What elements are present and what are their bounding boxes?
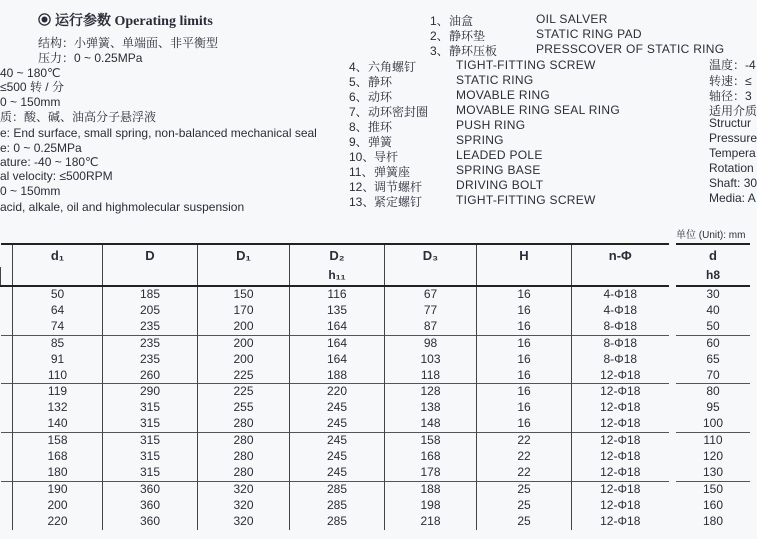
column-header: d₁ (13, 244, 103, 267)
spec-line: 0 ~ 150mm (0, 95, 61, 109)
spec-line: Tempera (709, 146, 756, 160)
table-cell: 118 (385, 368, 477, 384)
spec-line: 40 ~ 180℃ (0, 66, 61, 80)
row-lead-cell (1, 319, 13, 335)
column-header: D₃ (385, 244, 477, 267)
table-row (1, 352, 669, 368)
table-cell: 110 (676, 433, 750, 449)
table-cell: 103 (385, 352, 477, 368)
table-row (1, 335, 669, 351)
column-header: D₂ (290, 244, 385, 267)
table-cell: 50 (706, 318, 720, 333)
table-cell: 116 (290, 286, 385, 303)
table-cell: 16 (477, 368, 572, 384)
table-row (676, 449, 750, 465)
table-cell: 225 (198, 384, 290, 400)
row-lead-cell (1, 400, 13, 416)
table-row (1, 449, 669, 465)
table-cell: 190 (13, 481, 103, 497)
table-cell: 135 (290, 303, 385, 319)
table-cell: 12-Φ18 (572, 384, 669, 400)
table-cell: 85 (13, 335, 103, 351)
table-cell: 200 (198, 352, 290, 368)
table-body (676, 286, 750, 530)
table-cell: 12-Φ18 (572, 481, 669, 497)
table-cell: 12-Φ18 (572, 465, 669, 481)
table-subheader-row (1, 267, 669, 286)
table-cell: 87 (385, 319, 477, 335)
table-row (1, 286, 669, 303)
table-cell: 12-Φ18 (572, 433, 669, 449)
column-header: n-Φ (572, 244, 669, 267)
table-row (676, 416, 750, 432)
table-cell: 245 (290, 416, 385, 432)
table-cell: 12-Φ18 (572, 416, 669, 432)
table-cell: 188 (385, 481, 477, 497)
table-cell: 235 (103, 319, 198, 335)
table-cell: 188 (290, 368, 385, 384)
table-row (676, 498, 750, 514)
row-lead-cell (1, 498, 13, 514)
table-cell: 285 (290, 514, 385, 530)
spec-line: 0 ~ 150mm (0, 184, 61, 198)
table-cell: 205 (103, 303, 198, 319)
column-header: d (676, 244, 750, 267)
table-cell: 285 (290, 481, 385, 497)
row-lead-cell (1, 352, 13, 368)
spec-line: 温度：-4 (709, 58, 756, 72)
table-cell: 22 (477, 465, 572, 481)
table-cell: 4-Φ18 (572, 286, 669, 303)
table-cell: 12-Φ18 (572, 498, 669, 514)
table-cell: 67 (385, 286, 477, 303)
section-title-text: 运行参数 Operating limits (55, 14, 213, 29)
table-cell: 150 (676, 481, 750, 497)
bullet-circle-icon (38, 13, 51, 26)
table-cell: 320 (198, 498, 290, 514)
table-cell: 170 (198, 303, 290, 319)
spec-line: al velocity: ≤500RPM (0, 169, 113, 183)
spec-line: ature: -40 ~ 180℃ (0, 155, 99, 169)
table-cell: 280 (198, 433, 290, 449)
table-cell: 158 (13, 433, 103, 449)
spec-line: Structur (709, 116, 752, 130)
table-cell: 255 (198, 400, 290, 416)
table-cell: 4-Φ18 (572, 303, 669, 319)
dimensions-table (0, 243, 669, 530)
table-cell: 218 (385, 514, 477, 530)
table-row (676, 303, 750, 319)
table-cell: 80 (676, 384, 750, 400)
table-cell: 65 (706, 351, 720, 366)
column-header: D (103, 244, 198, 267)
table-cell: 220 (290, 384, 385, 400)
table-cell: 185 (103, 286, 198, 303)
table-cell: 290 (103, 384, 198, 400)
table-cell: 64 (13, 303, 103, 319)
table-cell: 128 (385, 384, 477, 400)
table-cell: 280 (198, 416, 290, 432)
row-lead-cell (1, 384, 13, 400)
table-cell: 164 (290, 352, 385, 368)
table-row (1, 416, 669, 432)
table-cell: 315 (103, 433, 198, 449)
table-cell: 315 (103, 416, 198, 432)
table-cell: 16 (477, 286, 572, 303)
table-row (676, 368, 750, 384)
spec-line: 适用介质 (709, 104, 757, 118)
table-cell: 50 (13, 286, 103, 303)
table-row (1, 514, 669, 530)
table-row (1, 481, 669, 497)
table-cell: 245 (290, 400, 385, 416)
table-row (1, 384, 669, 400)
table-cell: 320 (198, 514, 290, 530)
spec-line: 质：酸、碱、油高分子悬浮液 (0, 110, 157, 124)
table-cell: 168 (13, 449, 103, 465)
table-cell: 200 (198, 319, 290, 335)
table-cell: 280 (198, 449, 290, 465)
table-cell: 140 (13, 416, 103, 432)
table-cell: 235 (103, 352, 198, 368)
spec-line: 轴径：3 (709, 89, 752, 103)
table-cell: 178 (385, 465, 477, 481)
table-row (1, 303, 669, 319)
table-row (1, 368, 669, 384)
table-cell: 12-Φ18 (572, 400, 669, 416)
table-cell: 132 (13, 400, 103, 416)
table-cell: 60 (676, 335, 750, 351)
spec-line: acid, alkale, oil and highmolecular suspension (0, 200, 245, 214)
table-cell: 12-Φ18 (572, 514, 669, 530)
row-lead-cell (1, 514, 13, 530)
table-cell: 16 (477, 352, 572, 368)
table-cell: 280 (198, 465, 290, 481)
spec-line: e: End surface, small spring, non-balanced mechanical seal (0, 126, 317, 140)
table-row (676, 481, 750, 497)
column-header: H (477, 244, 572, 267)
table-body (1, 286, 669, 530)
table-cell: 22 (477, 449, 572, 465)
row-lead-cell (1, 286, 13, 303)
row-lead-cell (1, 481, 13, 497)
table-row (676, 352, 750, 368)
shaft-diameter-table (676, 243, 750, 530)
table-cell: 225 (198, 368, 290, 384)
table-cell: 16 (477, 335, 572, 351)
table-cell: 160 (702, 497, 724, 512)
table-cell: 180 (13, 465, 103, 481)
table-cell: 16 (477, 384, 572, 400)
unit-label: 单位 (Unit): mm (676, 230, 746, 241)
row-lead-cell (1, 449, 13, 465)
table-cell: 98 (385, 335, 477, 351)
table-row (1, 400, 669, 416)
table-cell: 164 (290, 335, 385, 351)
table-row (1, 465, 669, 481)
table-cell: 40 (706, 302, 720, 317)
table-cell: 245 (290, 449, 385, 465)
row-lead-cell (1, 368, 13, 384)
table-row (1, 433, 669, 449)
table-cell: 260 (103, 368, 198, 384)
table-cell: 100 (702, 416, 724, 431)
table-cell: 245 (290, 465, 385, 481)
table-cell: 245 (290, 433, 385, 449)
table-cell: 320 (198, 481, 290, 497)
table-cell: 180 (702, 513, 724, 528)
table-cell: 12-Φ18 (572, 368, 669, 384)
table-cell: 285 (290, 498, 385, 514)
table-row (676, 319, 750, 335)
table-cell: 138 (385, 400, 477, 416)
table-cell: 8-Φ18 (572, 319, 669, 335)
table-cell: 77 (385, 303, 477, 319)
column-header: D₁ (198, 244, 290, 267)
table-cell: 200 (198, 335, 290, 351)
table-cell: 16 (477, 319, 572, 335)
table-cell: 16 (477, 416, 572, 432)
table-row (676, 514, 750, 530)
row-lead-cell (1, 465, 13, 481)
spec-line: Pressure (709, 131, 757, 145)
row-lead-cell (1, 335, 13, 351)
table-row (676, 384, 750, 400)
table-cell: 315 (103, 449, 198, 465)
table-cell: 164 (290, 319, 385, 335)
tolerance-label: h₁₁ (290, 267, 385, 286)
table-cell: 74 (13, 319, 103, 335)
table-cell: 8-Φ18 (572, 335, 669, 351)
table-cell: 150 (198, 286, 290, 303)
table-cell: 220 (13, 514, 103, 530)
table-cell: 22 (477, 433, 572, 449)
table-cell: 200 (13, 498, 103, 514)
spec-line: 结构：小弹簧、单端面、非平衡型 (38, 36, 219, 50)
spec-line: 转速：≤ (709, 74, 752, 88)
table-cell: 70 (706, 367, 720, 382)
spec-line: 压力：0 ~ 0.25MPa (38, 51, 143, 65)
table-cell: 130 (702, 464, 724, 479)
column-header (1, 244, 13, 267)
table-cell: 315 (103, 400, 198, 416)
table-cell: 95 (706, 400, 720, 415)
table-row (1, 319, 669, 335)
table-cell: 198 (385, 498, 477, 514)
table-cell: 25 (477, 514, 572, 530)
row-lead-cell (1, 416, 13, 432)
row-lead-cell (1, 303, 13, 319)
table-row (676, 433, 750, 449)
table-cell: 235 (103, 335, 198, 351)
table-cell: 30 (676, 286, 750, 303)
table-cell: 16 (477, 400, 572, 416)
table-row (1, 498, 669, 514)
table-cell: 168 (385, 449, 477, 465)
table-cell: 25 (477, 498, 572, 514)
table-row (676, 400, 750, 416)
table-cell: 16 (477, 303, 572, 319)
table-row (676, 286, 750, 303)
table-cell: 158 (385, 433, 477, 449)
table-cell: 148 (385, 416, 477, 432)
table-row (676, 335, 750, 351)
spec-line: Rotation (709, 161, 754, 175)
spec-line: e: 0 ~ 0.25MPa (0, 141, 82, 155)
table-cell: 110 (13, 368, 103, 384)
row-lead-cell (1, 433, 13, 449)
table-cell: 360 (103, 514, 198, 530)
spec-line: Media: A (709, 191, 756, 205)
table-cell: 25 (477, 481, 572, 497)
table-cell: 12-Φ18 (572, 449, 669, 465)
table-cell: 120 (702, 449, 724, 464)
spec-line: Shaft: 30 (709, 176, 757, 190)
table-row (676, 465, 750, 481)
table-cell: 91 (13, 352, 103, 368)
section-title (38, 10, 213, 30)
table-header-row (1, 244, 669, 267)
table-cell: 315 (103, 465, 198, 481)
table-cell: 119 (13, 384, 103, 400)
tolerance-label: h8 (676, 267, 750, 286)
table-cell: 360 (103, 481, 198, 497)
spec-line: ≤500 转 / 分 (0, 80, 64, 94)
table-cell: 8-Φ18 (572, 352, 669, 368)
table-cell: 360 (103, 498, 198, 514)
